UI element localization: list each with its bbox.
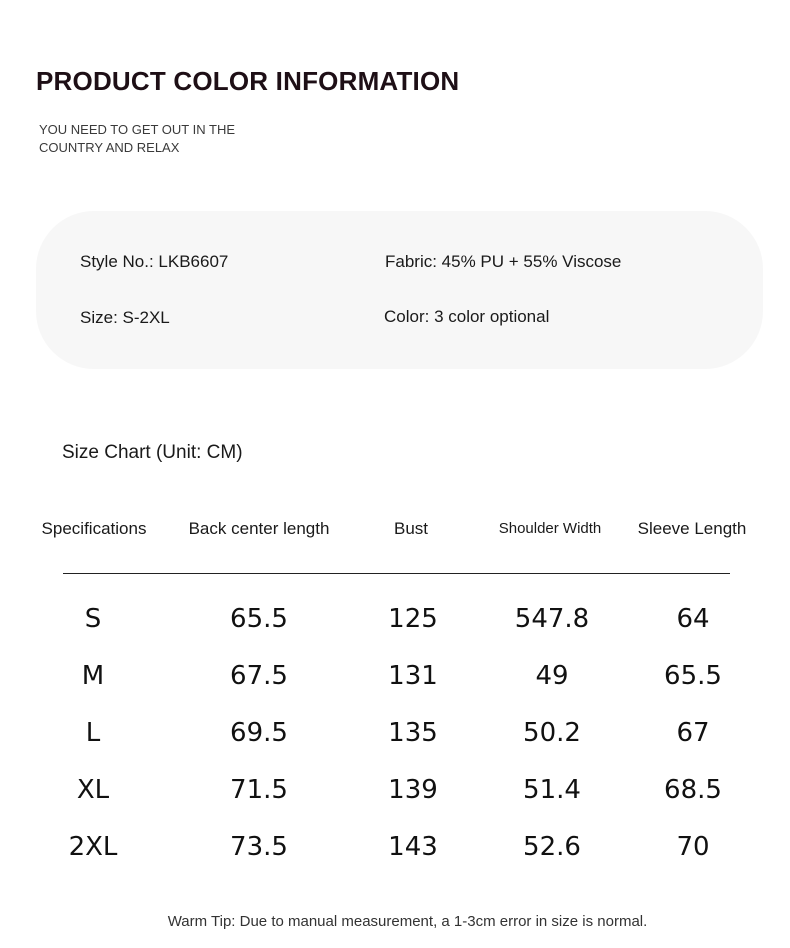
sleeve-length-value: 68.5 bbox=[664, 775, 722, 805]
table-row bbox=[0, 832, 790, 872]
bust-value: 135 bbox=[388, 718, 438, 748]
table-row bbox=[0, 718, 790, 758]
shoulder-width-value: 547.8 bbox=[514, 604, 590, 634]
color-info: Color: 3 color optional bbox=[384, 307, 550, 326]
shoulder-width-value: 50.2 bbox=[523, 718, 581, 748]
header-back-center-length: Back center length bbox=[188, 519, 330, 538]
back-center-length-value: 69.5 bbox=[230, 718, 288, 748]
size-label: 2XL bbox=[68, 832, 118, 862]
sleeve-length-value: 67 bbox=[676, 718, 710, 748]
shoulder-width-value: 51.4 bbox=[523, 775, 581, 805]
back-center-length-value: 65.5 bbox=[230, 604, 288, 634]
size-label: L bbox=[85, 718, 101, 748]
size-range: Size: S-2XL bbox=[80, 308, 170, 327]
bust-value: 143 bbox=[388, 832, 438, 862]
table-row bbox=[0, 775, 790, 815]
back-center-length-value: 73.5 bbox=[230, 832, 288, 862]
sleeve-length-value: 64 bbox=[676, 604, 710, 634]
warm-tip: Warm Tip: Due to manual measurement, a 1-3cm error in size is normal. bbox=[167, 913, 648, 930]
header-shoulder-width: Shoulder Width bbox=[498, 520, 602, 537]
page-subtitle: YOU NEED TO GET OUT IN THE COUNTRY AND RELAX bbox=[39, 122, 236, 155]
bust-value: 131 bbox=[388, 661, 438, 691]
size-label: M bbox=[81, 661, 105, 691]
bust-value: 139 bbox=[388, 775, 438, 805]
size-label: XL bbox=[76, 775, 110, 805]
sleeve-length-value: 65.5 bbox=[664, 661, 722, 691]
fabric-info: Fabric: 45% PU + 55% Viscose bbox=[385, 252, 622, 271]
back-center-length-value: 67.5 bbox=[230, 661, 288, 691]
header-bust: Bust bbox=[393, 519, 429, 538]
style-number: Style No.: LKB6607 bbox=[80, 252, 229, 271]
table-row bbox=[0, 604, 790, 644]
shoulder-width-value: 49 bbox=[535, 661, 569, 691]
page-title: PRODUCT COLOR INFORMATION bbox=[36, 66, 460, 96]
table-row bbox=[0, 661, 790, 701]
size-chart-title: Size Chart (Unit: CM) bbox=[62, 442, 243, 463]
size-label: S bbox=[84, 604, 102, 634]
bust-value: 125 bbox=[388, 604, 438, 634]
sleeve-length-value: 70 bbox=[676, 832, 710, 862]
header-sleeve-length: Sleeve Length bbox=[637, 519, 747, 538]
product-info-card bbox=[36, 211, 763, 369]
shoulder-width-value: 52.6 bbox=[523, 832, 581, 862]
header-specifications: Specifications bbox=[41, 519, 147, 538]
back-center-length-value: 71.5 bbox=[230, 775, 288, 805]
table-divider bbox=[63, 573, 730, 574]
